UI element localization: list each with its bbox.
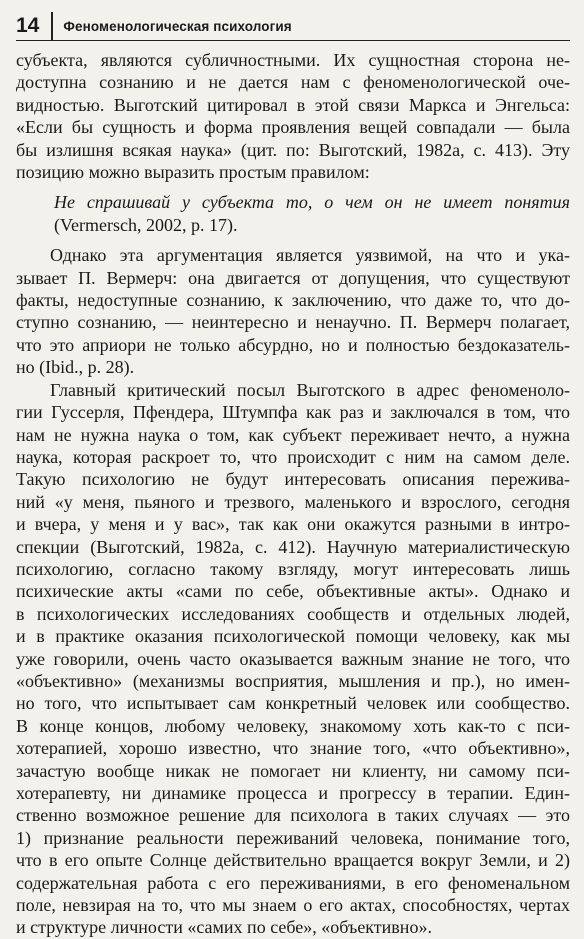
quote-citation: (Vermersch, 2002, p. 17). xyxy=(54,214,238,235)
text-line: В конце концов, любому человеку, знакомому хоть как-то с пси- xyxy=(16,715,570,736)
text-line: хотерапевту, ни динамике процесса и прогрессу в терапии. Един- xyxy=(16,783,570,803)
text-line: наука, которая раскроет то, что происходит с ним на самом деле. xyxy=(16,446,570,467)
spacer xyxy=(16,236,570,244)
paragraph-start: Главный критический посыл Выготского в адрес феноменоло- xyxy=(50,379,570,400)
text-line: ступно сознанию, — неинтересно и ненаучно. П. Вермерч полагает, xyxy=(16,312,570,333)
spacer xyxy=(16,183,570,191)
text-line: но того, что испытывает сам конкретный человек или сообщество. xyxy=(16,693,570,714)
text-line: 1) признание реальности переживаний человека, понимание того, xyxy=(16,827,570,848)
text-line: видностью. Выготский цитировал в этой связи Маркса и Энгельса: xyxy=(16,94,570,115)
text-line: Такую психологию не будут интересовать описания пережива- xyxy=(16,469,570,490)
page-header xyxy=(16,12,570,41)
text-line: содержательная работа с его переживаниями, в его феноменальном xyxy=(16,872,570,893)
text-line: гии Гуссерля, Пфендера, Штумпфа как раз и заключался в том, что xyxy=(16,402,570,423)
text-line: зывает П. Вермерч: она двигается от допущения, что существуют xyxy=(16,267,570,288)
quote-line: Не спрашивай у субъекта то, о чем он не имеет понятия xyxy=(54,192,570,213)
text-line: и в практике оказания психологической помощи человеку, как мы xyxy=(16,626,570,647)
page-body xyxy=(16,49,570,939)
text-line: психические акты «сами по себе, объективные акты». Однако и xyxy=(16,581,570,602)
text-line: что это априори не только абсурдно, но и полностью бездоказатель- xyxy=(16,334,570,355)
text-line: факты, недоступные сознанию, к заключению, что даже то, что до- xyxy=(16,290,570,311)
text-line: и структуре личности «самих по себе», «объективно». xyxy=(16,917,432,938)
text-line: позицию можно выразить простым правилом: xyxy=(16,162,370,183)
text-line: нам не нужна наука о том, как субъект переживает нечто, а нужна xyxy=(16,424,570,445)
text-line: субъекта, являются субличностными. Их сущностная сторона не- xyxy=(16,50,570,70)
text-line: в психологических исследованиях сообществ и отдельных людей, xyxy=(16,603,570,624)
paragraph-start: Однако эта аргументация является уязвимой, на что и ука- xyxy=(50,245,570,266)
page-number: 14 xyxy=(16,14,40,37)
text-line: психологию, согласно такому взгляду, могут интересовать лишь xyxy=(16,558,570,579)
running-title: Феноменологическая психология xyxy=(63,18,292,34)
text-line: спекции (Выготский, 1982а, с. 412). Научную материалистическую xyxy=(16,536,570,557)
text-line: уже говорили, очень часто оказывается важным знание не того, что xyxy=(16,648,570,669)
text-line: но (Ibid., p. 28). xyxy=(16,357,135,378)
text-line: «объективно» (механизмы восприятия, мышления и пр.), но имен- xyxy=(16,670,570,691)
text-line: бы излишня всякая наука» (цит. по: Выготский, 1982а, с. 413). Эту xyxy=(16,139,570,160)
text-line: зачастую вообще никак не помогает ни клиенту, ни самому пси- xyxy=(16,760,570,781)
text-line: поле, невзирая на то, что мы знаем о его актах, способностях, чертах xyxy=(16,895,570,916)
header-separator xyxy=(51,12,53,40)
text-line: хотерапией, хорошо известно, что знание того, «что объективно», xyxy=(16,738,570,759)
text-line: ственно возможное решение для психолога в таких случаях — это xyxy=(16,805,570,826)
text-line: что в его опыте Солнце действительно вращается вокруг Земли, и 2) xyxy=(16,850,570,871)
text-line: «Если бы сущность и форма проявления вещей совпадали — была xyxy=(16,117,570,138)
text-line: ний «у меня, пьяного и трезвого, маленького и взрослого, сегодня xyxy=(16,491,570,512)
text-line: и вчера, у меня и у вас», так как они окажутся разными в интро- xyxy=(16,514,570,535)
text-line: доступна сознанию и не дается нам с феноменологической оче- xyxy=(16,72,570,93)
